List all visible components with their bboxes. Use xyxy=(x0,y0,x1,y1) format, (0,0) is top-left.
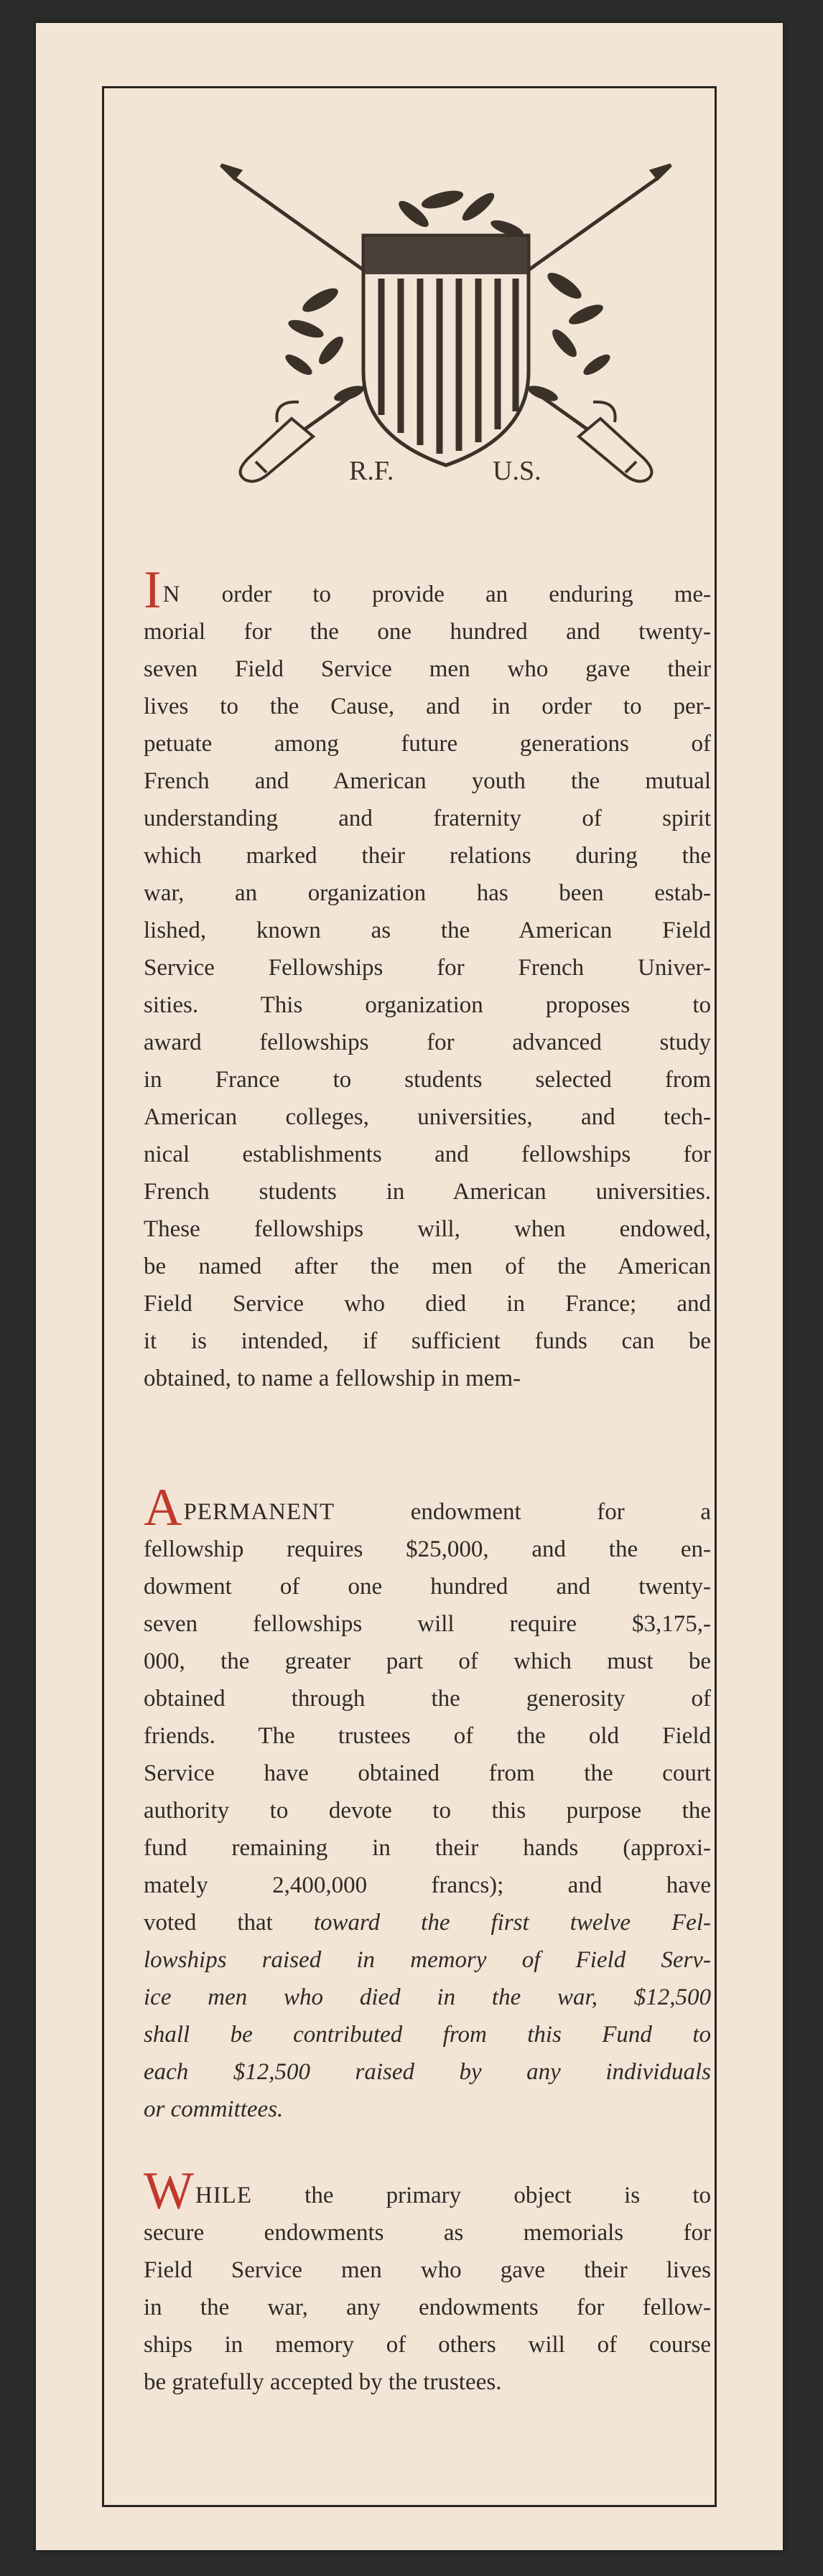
italic-line: ice men who died in the war, $12,500 xyxy=(144,1984,711,2010)
us-label: U.S. xyxy=(493,456,541,486)
text-line: petuate among future generations of xyxy=(144,731,711,757)
italic-line: shall be contributed from this Fund to xyxy=(144,2022,711,2048)
shield-and-swords-emblem xyxy=(205,135,687,494)
text-line: seven fellowships will require $3,175,- xyxy=(144,1611,711,1637)
text-line: Field Service men who gave their lives xyxy=(144,2257,711,2283)
italic-line: each $12,500 raised by any individuals xyxy=(144,2059,711,2085)
text-line: understanding and fraternity of spirit xyxy=(144,806,711,831)
text-line: war, an organization has been estab- xyxy=(144,880,711,906)
text-line: ships in memory of others will of course xyxy=(144,2332,711,2358)
italic-line: lowships raised in memory of Field Serv- xyxy=(144,1947,711,1973)
text-line: it is intended, if sufficient funds can be xyxy=(144,1328,711,1354)
text-line: lished, known as the American Field xyxy=(144,918,711,943)
text-line: sities. This organization proposes to xyxy=(144,992,711,1018)
paragraph-first-line xyxy=(144,2162,711,2221)
text-line: friends. The trustees of the old Field xyxy=(144,1723,711,1749)
text-line: French students in American universities. xyxy=(144,1179,711,1205)
drop-cap: A xyxy=(144,1478,182,1537)
paragraph-endowment xyxy=(144,1478,711,2128)
text-line: Service have obtained from the court xyxy=(144,1760,711,1786)
text-line: Field Service who died in France; and xyxy=(144,1291,711,1317)
text-line: obtained through the generosity of xyxy=(144,1686,711,1712)
paragraph-first-line xyxy=(144,1478,711,1537)
drop-cap: I xyxy=(144,561,162,620)
text-line: 000, the greater part of which must be xyxy=(144,1648,711,1674)
text-line: morial for the one hundred and twenty- xyxy=(144,619,711,645)
text-line: French and American youth the mutual xyxy=(144,768,711,794)
text-line: obtained, to name a fellowship in mem- xyxy=(144,1366,521,1391)
paragraph-other-memorials xyxy=(144,2162,711,2401)
text-line: Service Fellowships for French Univer- xyxy=(144,955,711,981)
text-line: seven Field Service men who gave their xyxy=(144,656,711,682)
mixed-text-line xyxy=(144,1904,711,1941)
lead-word: HILE xyxy=(195,2183,252,2208)
italic-line: or committees. xyxy=(144,2096,284,2122)
plain-text: voted that xyxy=(144,1910,314,1936)
text-line: These fellowships will, when endowed, xyxy=(144,1216,711,1242)
text-line: fellowship requires $25,000, and the en- xyxy=(144,1536,711,1562)
text-line: secure endowments as memorials for xyxy=(144,2220,711,2246)
text-line: in the war, any endowments for fellow- xyxy=(144,2295,711,2320)
text-line: be gratefully accepted by the trustees. xyxy=(144,2369,502,2395)
paragraph-first-line xyxy=(144,561,711,620)
text-line: authority to devote to this purpose the xyxy=(144,1798,711,1824)
italic-text: toward the first twelve Fel- xyxy=(313,1910,711,1936)
text-line: fund remaining in their hands (approxi- xyxy=(144,1835,711,1861)
first-line-text: the primary object is to xyxy=(252,2183,711,2208)
first-line-text: endowment for a xyxy=(335,1499,711,1525)
text-line: lives to the Cause, and in order to per- xyxy=(144,694,711,719)
lead-word: N xyxy=(162,582,181,607)
text-line: American colleges, universities, and tech- xyxy=(144,1104,711,1130)
text-line: nical establishments and fellowships for xyxy=(144,1142,711,1167)
text-line: which marked their relations during the xyxy=(144,843,711,869)
drop-cap: W xyxy=(144,2162,194,2221)
text-line: dowment of one hundred and twenty- xyxy=(144,1574,711,1600)
rf-label: R.F. xyxy=(349,456,394,486)
text-line: award fellowships for advanced study xyxy=(144,1030,711,1055)
shield-icon xyxy=(363,235,529,465)
first-line-text: order to provide an enduring me- xyxy=(180,582,711,607)
paragraph-memorial-purpose xyxy=(144,561,711,1397)
memorial-card xyxy=(36,23,783,2550)
text-line: be named after the men of the American xyxy=(144,1254,711,1279)
text-line: in France to students selected from xyxy=(144,1067,711,1093)
text-line: mately 2,400,000 francs); and have xyxy=(144,1872,711,1898)
lead-word: PERMANENT xyxy=(183,1499,335,1525)
